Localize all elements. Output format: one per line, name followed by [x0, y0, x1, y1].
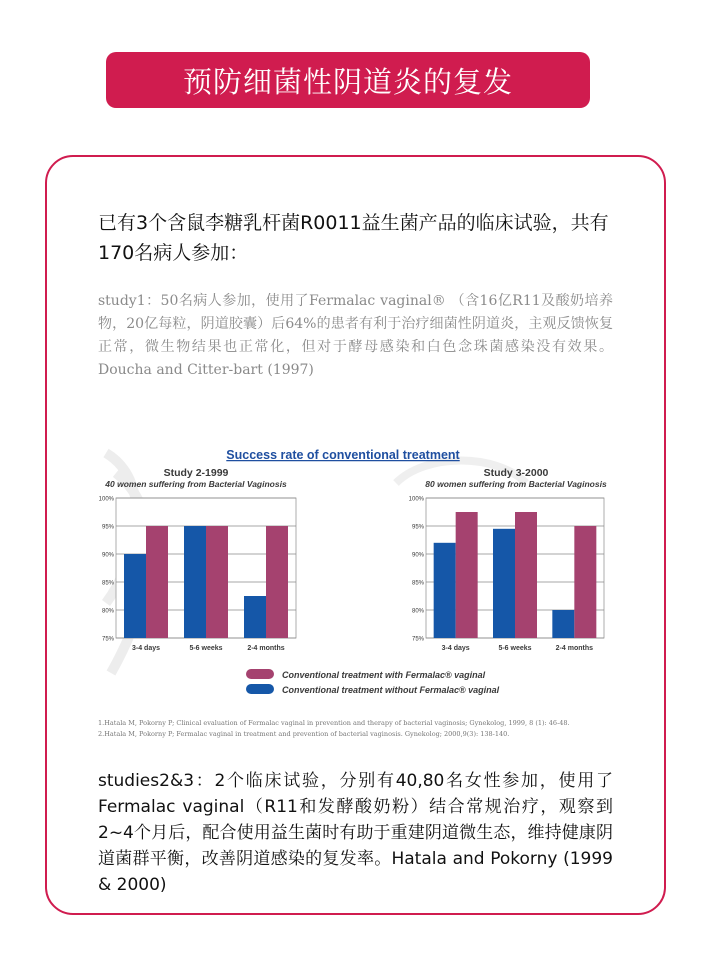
chart-figure-svg [96, 443, 614, 701]
bar-without-fermalac [244, 596, 266, 638]
page-title: 预防细菌性阴道炎的复发 [182, 64, 513, 99]
x-tick-label: 5-6 weeks [189, 645, 223, 652]
x-tick-label: 3-4 days [441, 645, 470, 652]
studies23-text: studies2&3：2个临床试验，分别有40,80名女性参加，使用了Fermalac vaginal（R11和发酵酸奶粉）结合常规治疗，观察到2~4个月后，配合使用益生菌时有助于重建阴道微生态，维持健康阴道菌群平衡，改善阴道感染的复发率。Hatala and Pokorny (1999 & 2000) [98, 771, 613, 895]
bar-without-fermalac [552, 610, 574, 638]
legend-label-with: Conventional treatment with Fermalac® vaginal [282, 670, 486, 680]
legend-swatch-with [246, 669, 274, 679]
references [98, 718, 618, 740]
reference-1: 1.Hatala M, Pokorny P; Clinical evaluation of Fermalac vaginal in prevention and therapy of bacterial vaginosis; Gynekolog, 1999, 8 (1): 46-48. [98, 719, 570, 727]
study-figure [96, 443, 614, 701]
y-tick-label: 85% [101, 580, 114, 587]
bar-with-fermalac [146, 526, 168, 638]
y-tick-label: 80% [411, 608, 424, 615]
bar-with-fermalac [515, 512, 537, 638]
y-tick-label: 100% [98, 496, 114, 503]
x-tick-label: 2-4 months [555, 645, 594, 652]
bar-with-fermalac [456, 512, 478, 638]
y-tick-label: 100% [408, 496, 424, 503]
chart-subtitle: 40 women suffering from Bacterial Vaginosis [105, 479, 287, 489]
bar-without-fermalac [184, 526, 206, 638]
chart-title: Study 2-1999 [163, 467, 229, 479]
bar-without-fermalac [124, 554, 146, 638]
legend-swatch-without [246, 684, 274, 694]
y-tick-label: 90% [101, 552, 114, 559]
x-tick-label: 2-4 months [247, 645, 285, 652]
bar-with-fermalac [206, 526, 228, 638]
y-tick-label: 95% [101, 524, 114, 531]
study1-text: study1：50名病人参加，使用了Fermalac vaginal® （含16亿R11及酸奶培养物，20亿每粒，阴道胶囊）后64%的患者有利于治疗细菌性阴道炎，主观反馈恢复正常，微生物结果也正常化，但对于酵母感染和白色念珠菌感染没有效果。Doucha and Citter-bart (1997) [98, 293, 613, 378]
legend [246, 669, 500, 695]
y-tick-label: 85% [411, 580, 424, 587]
y-tick-label: 90% [411, 552, 424, 559]
y-tick-label: 80% [101, 608, 114, 615]
y-tick-label: 75% [411, 636, 424, 643]
bar-without-fermalac [434, 543, 456, 638]
x-tick-label: 5-6 weeks [498, 645, 532, 652]
figure-main-title: Success rate of conventional treatment [226, 448, 460, 462]
header-banner [106, 52, 590, 108]
legend-label-without: Conventional treatment without Fermalac® vaginal [282, 685, 500, 695]
chart-subtitle: 80 women suffering from Bacterial Vaginosis [425, 479, 607, 489]
intro-text: 已有3个含鼠李糖乳杆菌R0011益生菌产品的临床试验，共有170名病人参加： [98, 212, 609, 264]
x-tick-label: 3-4 days [131, 645, 161, 652]
bar-with-fermalac [266, 526, 288, 638]
y-tick-label: 75% [101, 636, 114, 643]
bar-without-fermalac [493, 529, 515, 638]
reference-2: 2.Hatala M, Pokorny P; Fermalac vaginal in treatment and prevention of bacterial vaginosis. Gynekolog; 2000,9(3): 138-140. [98, 730, 510, 738]
bar-with-fermalac [574, 526, 596, 638]
y-tick-label: 95% [411, 524, 424, 531]
chart-title: Study 3-2000 [483, 467, 549, 479]
